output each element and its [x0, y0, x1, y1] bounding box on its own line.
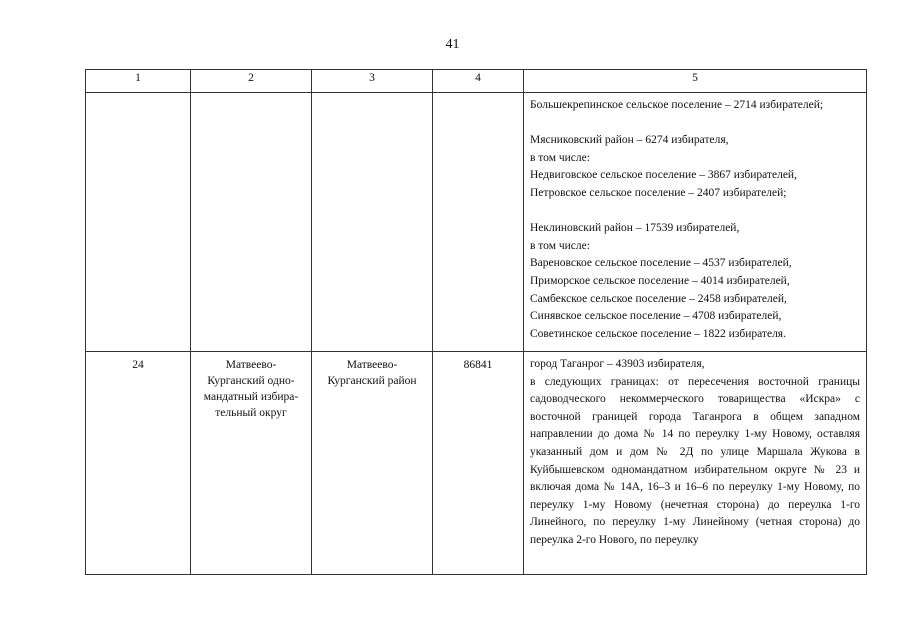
- text-line: город Таганрог – 43903 избирателя,: [530, 358, 705, 370]
- text-line: Недвиговское сельское поселение – 3867 избирателей,: [530, 169, 797, 182]
- header-col-3: 3: [312, 70, 433, 93]
- text-line: Матвеево-: [346, 359, 398, 371]
- row1-col5: [524, 93, 867, 352]
- row1-col4: [433, 93, 524, 352]
- header-col-5: 5: [524, 70, 867, 93]
- header-col-2: 2: [191, 70, 312, 93]
- text-line: Советинское сельское поселение – 1822 избирателя.: [530, 327, 786, 340]
- header-col-1: 1: [86, 70, 191, 93]
- page-number: 41: [445, 37, 460, 52]
- boundary-description: в следующих границах: от пересечения восточной границы садоводческого некоммерческого товарищества «Искра» с восточной границей города Таганрога в общем западном направлении до дома № 14 по переулку 1-му Новому, оставляя указанный дом и дом № 2Д по улице Маршала Жукова в Куйбышевском одномандатном избирательном округе № 23 и включая дома № 14А, 16–3 и 16–6 по переулку 1-му Новому, по переулку 1-му Новому (нечетная сторона) до переулка 1-го Линейного, по переулку 1-му Линейному (четная сторона) до переулка 2-го Нового, по переулку: [530, 375, 860, 546]
- text-line: Курганский район: [327, 375, 417, 387]
- text-line: Синявское сельское поселение – 4708 избирателей,: [530, 310, 782, 323]
- header-col-4: 4: [433, 70, 524, 93]
- table-header-row: [86, 70, 867, 93]
- row2-territory: [312, 352, 433, 575]
- table-row: [86, 352, 867, 575]
- text-line: тельный округ: [215, 407, 287, 419]
- table-row: [86, 93, 867, 352]
- row1-col1: [86, 93, 191, 352]
- row1-col2: [191, 93, 312, 352]
- text-line: Матвеево-: [225, 359, 277, 371]
- text-line: Приморское сельское поселение – 4014 избирателей,: [530, 274, 790, 287]
- text-line: Неклиновский район – 17539 избирателей,: [530, 222, 740, 235]
- text-line: Вареновское сельское поселение – 4537 избирателей,: [530, 257, 792, 270]
- text-line: Большекрепинское сельское поселение – 2714 избирателей;: [530, 99, 824, 111]
- row2-voters-count: 86841: [433, 352, 524, 575]
- text-line: в том числе:: [530, 151, 590, 164]
- text-line: в том числе:: [530, 239, 590, 252]
- text-line: Петровское сельское поселение – 2407 избирателей;: [530, 186, 787, 199]
- districts-table: [85, 69, 867, 575]
- row2-number: 24: [86, 352, 191, 575]
- row1-col3: [312, 93, 433, 352]
- text-line: мандатный избира-: [203, 391, 299, 403]
- row2-district-name: [191, 352, 312, 575]
- text-line: Самбекское сельское поселение – 2458 избирателей,: [530, 292, 787, 305]
- row2-boundaries: [524, 352, 867, 575]
- text-line: Мясниковский район – 6274 избирателя,: [530, 134, 729, 147]
- text-line: Курганский одно-: [207, 375, 295, 387]
